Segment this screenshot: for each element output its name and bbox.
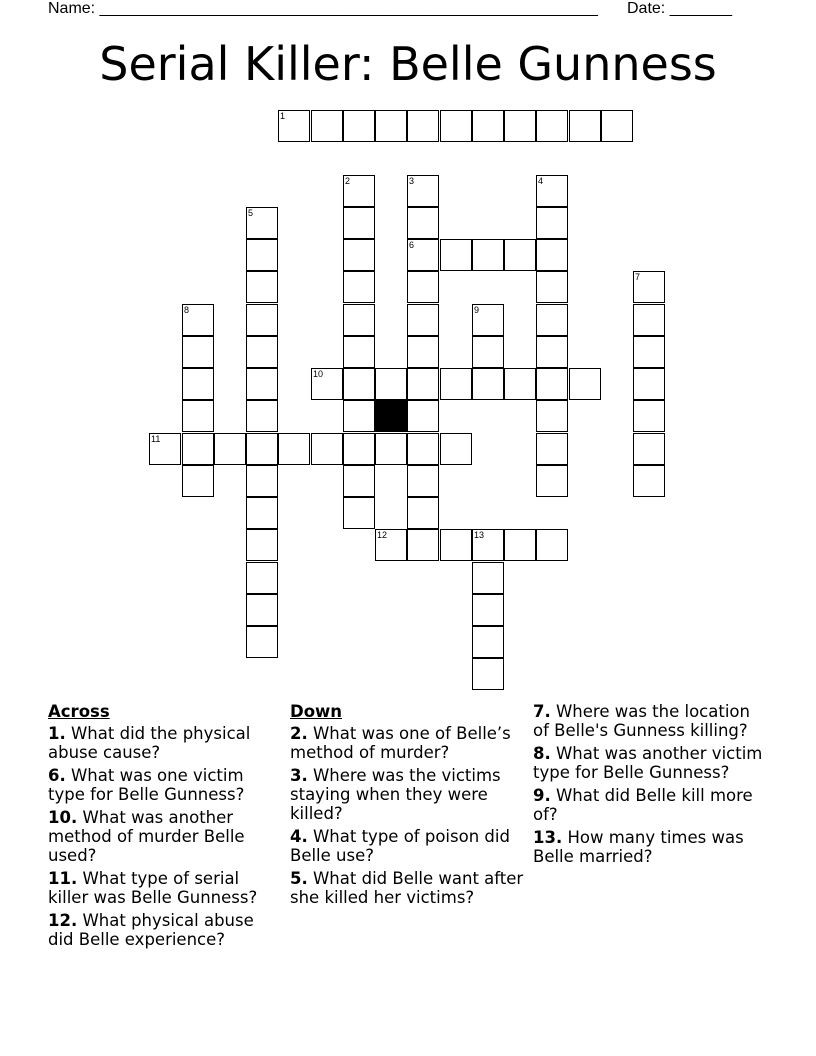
grid-cell[interactable] <box>278 433 310 465</box>
clue-number-label: 5 <box>248 208 254 218</box>
grid-cell[interactable] <box>633 400 665 432</box>
clue-text: What did the physical abuse cause? <box>48 724 251 762</box>
grid-cell[interactable] <box>601 110 633 142</box>
clue-number: 13. <box>533 828 563 847</box>
grid-cell[interactable] <box>375 529 407 561</box>
clue-text: What did Belle kill more of? <box>533 786 753 824</box>
grid-cell[interactable] <box>536 433 568 465</box>
grid-cell[interactable] <box>343 497 375 529</box>
grid-cell[interactable] <box>407 465 439 497</box>
clue-number: 11. <box>48 869 78 888</box>
clue-number: 2. <box>290 724 308 743</box>
grid-cell[interactable] <box>182 336 214 368</box>
down-heading: Down <box>290 702 343 721</box>
grid-cell[interactable] <box>246 594 278 626</box>
across-heading: Across <box>48 702 110 721</box>
clue-text: What physical abuse did Belle experience? <box>48 911 254 949</box>
clue-text: What was another victim type for Belle Gunness? <box>533 744 763 782</box>
grid-cell[interactable] <box>440 239 472 271</box>
grid-cell[interactable] <box>472 239 504 271</box>
clue-number-label: 13 <box>474 530 485 540</box>
grid-cell[interactable] <box>375 110 407 142</box>
grid-cell[interactable] <box>472 336 504 368</box>
grid-cell[interactable] <box>246 304 278 336</box>
grid-cell[interactable] <box>504 239 536 271</box>
grid-cell[interactable] <box>536 175 568 207</box>
clue-number: 1. <box>48 724 66 743</box>
grid-cell[interactable] <box>343 207 375 239</box>
grid-cell[interactable] <box>472 110 504 142</box>
grid-cell[interactable] <box>375 368 407 400</box>
grid-cell[interactable] <box>536 110 568 142</box>
clue-number-label: 3 <box>409 176 415 186</box>
grid-cell[interactable] <box>633 271 665 303</box>
grid-cell[interactable] <box>407 304 439 336</box>
down-clues <box>290 702 526 911</box>
name-field[interactable]: Name: ________________________________________________________ <box>48 0 598 17</box>
grid-black-cell <box>375 400 407 432</box>
grid-cell[interactable] <box>504 368 536 400</box>
clue-text: What was one of Belle’s method of murder? <box>290 724 511 762</box>
grid-cell[interactable] <box>375 433 407 465</box>
clue-number-label: 7 <box>635 272 641 282</box>
grid-cell[interactable] <box>246 465 278 497</box>
grid-cell[interactable] <box>407 175 439 207</box>
grid-cell[interactable] <box>536 368 568 400</box>
clue-down-7 <box>533 702 769 740</box>
grid-cell[interactable] <box>343 336 375 368</box>
grid-cell[interactable] <box>311 433 343 465</box>
clue-across-1 <box>48 724 280 762</box>
grid-cell[interactable] <box>536 400 568 432</box>
grid-cell[interactable] <box>407 400 439 432</box>
grid-cell[interactable] <box>343 239 375 271</box>
grid-cell[interactable] <box>343 271 375 303</box>
clue-text: What did Belle want after she killed her victims? <box>290 869 524 907</box>
grid-cell[interactable] <box>633 465 665 497</box>
grid-cell[interactable] <box>182 433 214 465</box>
grid-cell[interactable] <box>343 465 375 497</box>
grid-cell[interactable] <box>569 368 601 400</box>
clue-number-label: 12 <box>377 530 388 540</box>
clue-text: What was one victim type for Belle Gunness? <box>48 766 245 804</box>
clue-number: 8. <box>533 744 551 763</box>
grid-cell[interactable] <box>536 529 568 561</box>
clue-down-5 <box>290 869 526 907</box>
grid-cell[interactable] <box>536 336 568 368</box>
grid-cell[interactable] <box>440 433 472 465</box>
grid-cell[interactable] <box>472 626 504 658</box>
grid-cell[interactable] <box>407 271 439 303</box>
grid-cell[interactable] <box>246 368 278 400</box>
grid-cell[interactable] <box>343 175 375 207</box>
clue-down-4 <box>290 827 526 865</box>
grid-cell[interactable] <box>536 207 568 239</box>
grid-cell[interactable] <box>407 207 439 239</box>
clue-down-13 <box>533 828 769 866</box>
grid-cell[interactable] <box>246 433 278 465</box>
grid-cell[interactable] <box>182 465 214 497</box>
clue-down-2 <box>290 724 526 762</box>
grid-cell[interactable] <box>182 400 214 432</box>
grid-cell[interactable] <box>472 529 504 561</box>
grid-cell[interactable] <box>343 304 375 336</box>
grid-cell[interactable] <box>440 368 472 400</box>
grid-cell[interactable] <box>472 304 504 336</box>
grid-cell[interactable] <box>440 529 472 561</box>
clue-number: 5. <box>290 869 308 888</box>
clue-text: Where was the victims staying when they were killed? <box>290 766 501 823</box>
grid-cell[interactable] <box>407 529 439 561</box>
grid-cell[interactable] <box>472 658 504 690</box>
grid-cell[interactable] <box>246 207 278 239</box>
grid-cell[interactable] <box>182 304 214 336</box>
clue-number: 7. <box>533 702 551 721</box>
grid-cell[interactable] <box>633 433 665 465</box>
grid-cell[interactable] <box>407 336 439 368</box>
clue-number-label: 9 <box>474 305 480 315</box>
grid-cell[interactable] <box>246 626 278 658</box>
grid-cell[interactable] <box>311 110 343 142</box>
grid-cell[interactable] <box>246 497 278 529</box>
clue-number: 10. <box>48 808 78 827</box>
grid-cell[interactable] <box>407 368 439 400</box>
clue-number-label: 8 <box>184 305 190 315</box>
grid-cell[interactable] <box>343 400 375 432</box>
grid-cell[interactable] <box>472 562 504 594</box>
grid-cell[interactable] <box>246 529 278 561</box>
grid-cell[interactable] <box>246 239 278 271</box>
grid-cell[interactable] <box>440 110 472 142</box>
date-field[interactable]: Date: _______ <box>627 0 732 17</box>
grid-cell[interactable] <box>504 529 536 561</box>
grid-cell[interactable] <box>536 465 568 497</box>
grid-cell[interactable] <box>246 400 278 432</box>
grid-cell[interactable] <box>246 562 278 594</box>
grid-cell[interactable] <box>407 433 439 465</box>
clue-text: What type of serial killer was Belle Gunness? <box>48 869 258 907</box>
grid-cell[interactable] <box>246 271 278 303</box>
clue-number-label: 10 <box>313 369 324 379</box>
grid-cell[interactable] <box>149 433 181 465</box>
grid-cell[interactable] <box>343 433 375 465</box>
clue-down-9 <box>533 786 769 824</box>
grid-cell[interactable] <box>633 336 665 368</box>
clue-across-12 <box>48 911 280 949</box>
grid-cell[interactable] <box>472 368 504 400</box>
clue-number-label: 11 <box>151 434 161 444</box>
clue-number-label: 4 <box>538 176 544 186</box>
grid-cell[interactable] <box>246 336 278 368</box>
clue-across-11 <box>48 869 280 907</box>
clue-number: 3. <box>290 766 308 785</box>
grid-cell[interactable] <box>278 110 310 142</box>
clue-text: How many times was Belle married? <box>533 828 744 866</box>
clue-down-8 <box>533 744 769 782</box>
clue-number: 12. <box>48 911 78 930</box>
clue-text: Where was the location of Belle's Gunness killing? <box>533 702 750 740</box>
grid-cell[interactable] <box>472 594 504 626</box>
clue-across-10 <box>48 808 280 865</box>
clue-down-3 <box>290 766 526 823</box>
clue-number-label: 2 <box>345 176 351 186</box>
grid-cell[interactable] <box>182 368 214 400</box>
clue-number-label: 1 <box>280 111 286 121</box>
across-clues <box>48 702 280 953</box>
grid-cell[interactable] <box>536 304 568 336</box>
clue-number: 4. <box>290 827 308 846</box>
clue-number: 6. <box>48 766 66 785</box>
grid-cell[interactable] <box>536 271 568 303</box>
grid-cell[interactable] <box>407 497 439 529</box>
grid-cell[interactable] <box>407 239 439 271</box>
grid-cell[interactable] <box>407 110 439 142</box>
clue-number: 9. <box>533 786 551 805</box>
grid-cell[interactable] <box>343 368 375 400</box>
grid-cell[interactable] <box>311 368 343 400</box>
grid-cell[interactable] <box>569 110 601 142</box>
grid-cell[interactable] <box>633 368 665 400</box>
down-clues-continued <box>533 702 769 870</box>
clue-text: What was another method of murder Belle used? <box>48 808 245 865</box>
clue-number-label: 6 <box>409 240 415 250</box>
grid-cell[interactable] <box>214 433 246 465</box>
grid-cell[interactable] <box>536 239 568 271</box>
grid-cell[interactable] <box>504 110 536 142</box>
clue-across-6 <box>48 766 280 804</box>
clue-text: What type of poison did Belle use? <box>290 827 510 865</box>
grid-cell[interactable] <box>343 110 375 142</box>
grid-cell[interactable] <box>633 304 665 336</box>
page-title: Serial Killer: Belle Gunness <box>99 37 717 91</box>
